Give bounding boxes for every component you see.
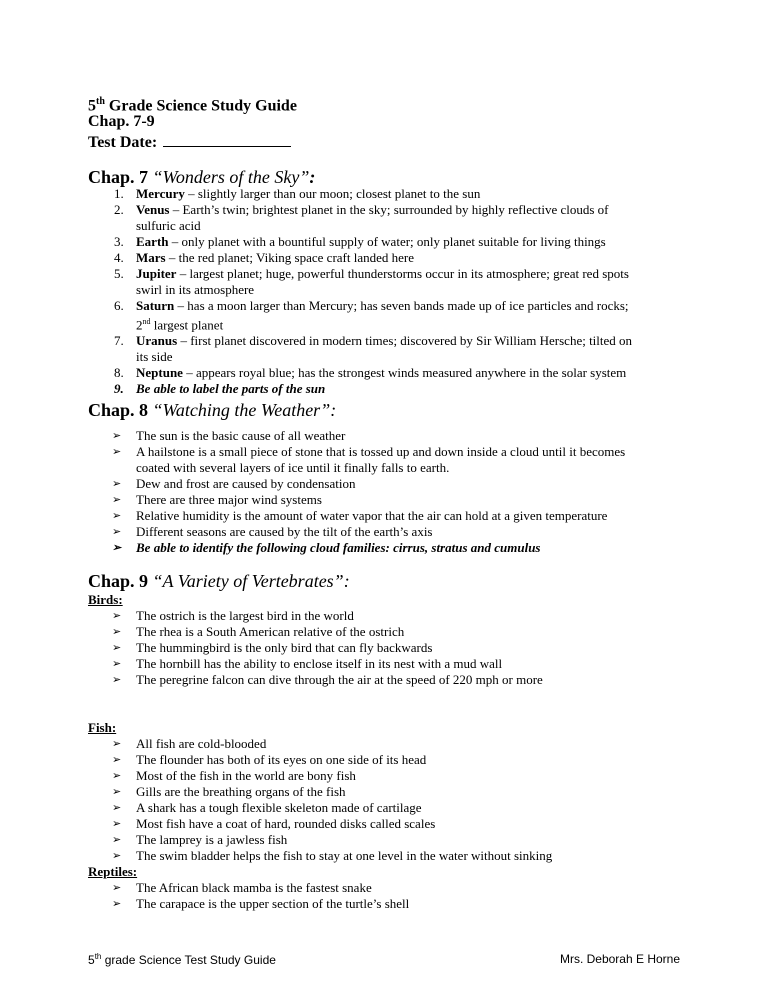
planet-item xyxy=(88,298,688,314)
arrow-bullet-icon: ➢ xyxy=(112,770,122,782)
planet-name: Mercury xyxy=(136,186,185,201)
bullet-text: Most of the fish in the world are bony fish xyxy=(136,768,356,783)
planet-name: Uranus xyxy=(136,333,178,349)
bullet-item xyxy=(88,880,688,896)
bullet-item xyxy=(88,896,688,912)
planet-item xyxy=(88,250,688,266)
bullet-item xyxy=(88,768,688,784)
arrow-bullet-icon: ➢ xyxy=(112,754,122,766)
bullet-text: The flounder has both of its eyes on one side of its head xyxy=(136,752,427,767)
item-continuation: its side xyxy=(136,349,173,365)
item-number: 6. xyxy=(114,298,124,313)
footer-right: Mrs. Deborah E Horne xyxy=(559,952,680,966)
item-number: 7. xyxy=(114,333,124,349)
test-date-blank xyxy=(163,132,291,147)
bullet-text: A hailstone is a small piece of stone that is tossed up and down inside a cloud until it becomes xyxy=(136,444,626,459)
arrow-bullet-icon: ➢ xyxy=(112,850,122,862)
bullet-item xyxy=(88,624,688,640)
item-number: 4. xyxy=(114,250,124,265)
arrow-bullet-icon: ➢ xyxy=(112,642,122,654)
bullet-item xyxy=(88,832,688,848)
arrow-bullet-icon: ➢ xyxy=(112,430,122,442)
arrow-bullet-icon: ➢ xyxy=(112,494,122,506)
planet-description: – only planet with a bountiful supply of water; only planet suitable for living things xyxy=(168,234,606,249)
bullet-item xyxy=(88,656,688,672)
bullet-item xyxy=(88,492,688,508)
bullet-text: A shark has a tough flexible skeleton made of cartilage xyxy=(136,800,422,815)
planet-description: – slightly larger than our moon; closest planet to the sun xyxy=(184,186,481,201)
item-number: 5. xyxy=(114,266,124,281)
fish-subheading: Fish: xyxy=(88,720,117,735)
planet-name: Mars xyxy=(136,250,166,265)
arrow-bullet-icon: ➢ xyxy=(112,478,122,490)
arrow-bullet-icon: ➢ xyxy=(112,658,122,670)
planet-name: Venus xyxy=(136,202,170,217)
bullet-text: The sun is the basic cause of all weather xyxy=(136,428,346,443)
chapter-range: Chap. 7-9 xyxy=(88,113,155,130)
bullet-item xyxy=(88,476,688,492)
arrow-bullet-icon: ➢ xyxy=(112,786,122,798)
bullet-text: The hummingbird is the only bird that can fly backwards xyxy=(136,640,433,655)
footer-left: 5th grade Science Test Study Guide xyxy=(88,952,276,967)
bullet-item xyxy=(88,508,688,524)
arrow-bullet-icon: ➢ xyxy=(112,834,122,846)
ordinal-rest: largest planet xyxy=(150,317,224,333)
bullet-item xyxy=(88,800,688,816)
planet-description: – largest planet; huge, powerful thunderstorms occur in its atmosphere; great red spots xyxy=(176,266,629,281)
item-continuation: sulfuric acid xyxy=(136,218,201,233)
bullet-text: The carapace is the upper section of the turtle’s shell xyxy=(136,896,410,911)
bullet-text: Different seasons are caused by the tilt of the earth’s axis xyxy=(136,524,433,539)
arrow-bullet-icon: ➢ xyxy=(112,626,122,638)
birds-subheading: Birds: xyxy=(88,592,123,607)
planet-item xyxy=(88,234,688,250)
bullet-item xyxy=(88,784,688,800)
bullet-text: Gills are the breathing organs of the fish xyxy=(136,784,346,799)
item-text xyxy=(136,365,688,381)
test-date: Test Date: xyxy=(88,132,291,153)
bullet-text: Dew and frost are caused by condensation xyxy=(136,476,356,491)
bullet-continuation: coated with several layers of ice until it finally falls to earth. xyxy=(136,460,450,475)
arrow-bullet-icon: ➢ xyxy=(112,738,122,750)
planet-item xyxy=(88,333,688,349)
item-continuation: swirl in its atmosphere xyxy=(136,282,255,297)
bullet-text: Relative humidity is the amount of water vapor that the air can hold at a given temperature xyxy=(136,508,608,523)
bullet-text: Most fish have a coat of hard, rounded disks called scales xyxy=(136,816,436,831)
chapter-8-list xyxy=(88,428,688,556)
bullet-text: Be able to identify the following cloud families: cirrus, stratus and cumulus xyxy=(136,540,541,555)
bullet-text: The rhea is a South American relative of the ostrich xyxy=(136,624,405,639)
planet-name: Jupiter xyxy=(136,266,177,281)
planet-description: – appears royal blue; has the strongest winds measured anywhere in the solar system xyxy=(182,365,627,381)
planet-description: – the red planet; Viking space craft landed here xyxy=(165,250,415,265)
chapter-8-heading: Chap. 8 “Watching the Weather”: xyxy=(88,400,337,420)
bullet-item xyxy=(88,608,688,624)
planet-item xyxy=(88,202,688,218)
item-continuation xyxy=(136,314,688,333)
planet-item xyxy=(88,266,688,282)
spacer xyxy=(88,688,688,720)
bullet-item xyxy=(88,736,688,752)
item-text xyxy=(136,250,688,266)
item-text xyxy=(136,186,688,202)
chapter-7-heading: Chap. 7 “Wonders of the Sky”: xyxy=(88,167,316,187)
planet-name: Saturn xyxy=(136,298,175,313)
arrow-bullet-icon: ➢ xyxy=(112,802,122,814)
item-text: Be able to label the parts of the sun xyxy=(136,381,326,397)
bullet-item xyxy=(88,524,688,540)
item-text xyxy=(136,266,688,282)
ordinal-num: 2 xyxy=(136,317,143,333)
arrow-bullet-icon: ➢ xyxy=(112,882,122,894)
bullet-text: The African black mamba is the fastest snake xyxy=(136,880,372,895)
item-number: 1. xyxy=(114,186,124,201)
item-text xyxy=(136,333,688,349)
arrow-bullet-icon: ➢ xyxy=(112,446,122,458)
arrow-bullet-icon: ➢ xyxy=(112,510,122,522)
planet-name: Neptune xyxy=(136,365,183,381)
arrow-bullet-icon: ➢ xyxy=(112,818,122,830)
bullet-item xyxy=(88,540,688,556)
chapter-9-heading: Chap. 9 “A Variety of Vertebrates”: xyxy=(88,571,350,591)
planet-item-9 xyxy=(88,381,688,397)
bullet-item xyxy=(88,816,688,832)
item-number: 2. xyxy=(114,202,124,217)
bullet-item xyxy=(88,672,688,688)
arrow-bullet-icon: ➢ xyxy=(112,542,122,554)
item-text xyxy=(136,202,688,218)
chapter-7-list xyxy=(88,186,688,397)
arrow-bullet-icon: ➢ xyxy=(112,898,122,910)
planet-description: – first planet discovered in modern times; discovered by Sir William Hersche; tilted on xyxy=(177,333,633,349)
bullet-item xyxy=(88,640,688,656)
planet-item xyxy=(88,186,688,202)
arrow-bullet-icon: ➢ xyxy=(112,674,122,686)
item-number: 9. xyxy=(114,381,124,397)
arrow-bullet-icon: ➢ xyxy=(112,526,122,538)
planet-name: Earth xyxy=(136,234,169,249)
chapter-9-content xyxy=(88,592,688,912)
reptiles-subheading: Reptiles: xyxy=(88,864,138,879)
doc-title: 5th Grade Science Study Guide xyxy=(88,96,297,115)
bullet-item xyxy=(88,848,688,864)
planet-description: – Earth’s twin; brightest planet in the sky; surrounded by highly reflective clouds of xyxy=(169,202,609,217)
bullet-text: The swim bladder helps the fish to stay at one level in the water without sinking xyxy=(136,848,553,863)
planet-description: – has a moon larger than Mercury; has seven bands made up of ice particles and rocks; xyxy=(174,298,629,313)
bullet-item xyxy=(88,752,688,768)
bullet-text: The ostrich is the largest bird in the world xyxy=(136,608,354,623)
arrow-bullet-icon: ➢ xyxy=(112,610,122,622)
bullet-text: The peregrine falcon can dive through the air at the speed of 220 mph or more xyxy=(136,672,543,687)
bullet-text: The lamprey is a jawless fish xyxy=(136,832,288,847)
item-text xyxy=(136,234,688,250)
planet-item xyxy=(88,365,688,381)
item-text xyxy=(136,298,688,314)
bullet-item xyxy=(88,444,688,460)
item-number: 8. xyxy=(114,365,124,381)
ordinal-sup: nd xyxy=(142,317,151,326)
bullet-text: There are three major wind systems xyxy=(136,492,322,507)
bullet-item xyxy=(88,428,688,444)
bullet-text: The hornbill has the ability to enclose itself in its nest with a mud wall xyxy=(136,656,503,671)
bullet-text: All fish are cold-blooded xyxy=(136,736,267,751)
item-number: 3. xyxy=(114,234,124,249)
